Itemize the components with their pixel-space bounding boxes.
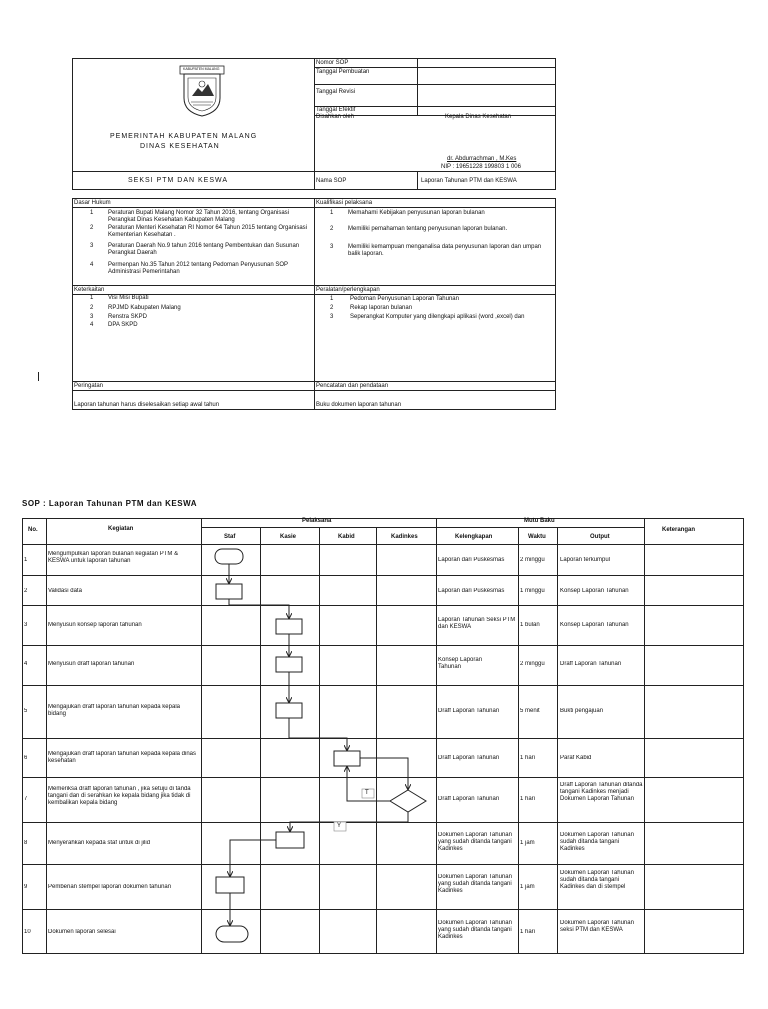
row-waktu: 1 jam bbox=[520, 840, 535, 846]
list-item: Visi Misi Bupati bbox=[108, 295, 149, 301]
row-no: 4 bbox=[24, 661, 28, 667]
row-kelengkapan: Dokumen Laporan Tahunan yang sudah ditanda tangani Kadinkes bbox=[438, 874, 512, 894]
row-output: Bukti pengajuan bbox=[560, 708, 604, 714]
list-item: RPJMD Kabupaten Malang bbox=[108, 305, 181, 311]
label-nama-sop: Nama SOP bbox=[316, 178, 347, 184]
list-item-num: 4 bbox=[90, 262, 94, 268]
col-header-waktu: Waktu bbox=[528, 534, 546, 540]
flow-step-draff bbox=[276, 657, 302, 672]
keterkaitan-title: Keterkaitan bbox=[74, 287, 105, 293]
row-output: Konsep Laporan Tahunan bbox=[560, 588, 629, 594]
row-output: Dokumen Laporan Tahunan sudah ditanda tangani Kadinkes dan di stempel bbox=[560, 870, 634, 890]
row-waktu: 1 bulan bbox=[520, 622, 540, 628]
col-header-keterangan: Keterangan bbox=[662, 527, 696, 533]
row-kegiatan: Menyerahkan kepada staf untuk di jilid bbox=[48, 840, 151, 846]
list-item: Memiliki pemahaman tentang penyusunan laporan bulanan. bbox=[348, 226, 508, 232]
row-waktu: 2 minggu bbox=[520, 661, 545, 667]
row-kegiatan: Menyusun draff laporan tahunan bbox=[48, 661, 135, 667]
peralatan-title: Peralatan/perlengkapan bbox=[316, 287, 380, 293]
col-header-mutu-baku: Mutu Baku bbox=[524, 518, 555, 524]
nama-sop-value: Laporan Tahunan PTM dan KESWA bbox=[421, 178, 517, 184]
flow-start-terminator bbox=[215, 549, 243, 564]
row-output: Draff Laporan Tahunan bbox=[560, 661, 622, 667]
row-no: 2 bbox=[24, 588, 28, 594]
list-item: Renstra SKPD bbox=[108, 314, 148, 320]
row-no: 3 bbox=[24, 622, 28, 628]
row-waktu: 1 hari bbox=[520, 755, 536, 761]
col-header-kegiatan: Kegiatan bbox=[108, 526, 134, 532]
row-no: 7 bbox=[24, 796, 28, 802]
list-item-num: 3 bbox=[90, 314, 94, 320]
row-no: 6 bbox=[24, 755, 28, 761]
row-kelengkapan: Laporan dari Puskesmas bbox=[438, 588, 505, 594]
row-kelengkapan: Dokumen Laporan Tahunan yang sudah ditanda tangani Kadinkes bbox=[438, 832, 512, 852]
row-waktu: 2 minggu bbox=[520, 557, 545, 563]
list-item: DPA SKPD bbox=[108, 322, 138, 328]
row-kegiatan: Memeriksa draff laporan tahunan , jika setuju di tanda tangani dan di serahkan ke kepala bidang jika tidak di kembalikan kepala bidang bbox=[48, 786, 191, 806]
label-tanggal-revisi: Tanggal Revisi bbox=[316, 89, 356, 95]
list-item-num: 2 bbox=[90, 225, 94, 231]
row-waktu: 1 hari bbox=[520, 929, 536, 935]
list-item: Memiliki kemampuan menganalisa data penyusunan laporan dan umpan balik laporan. bbox=[348, 244, 542, 257]
list-item: Memahami Kebijakan penyusunan laporan bulanan bbox=[348, 210, 485, 216]
label-nomor-sop: Nomor SOP bbox=[316, 60, 349, 66]
label-disahkan-oleh: Disahkan oleh bbox=[316, 114, 355, 120]
list-item-num: 3 bbox=[90, 243, 94, 249]
flow-step-validasi bbox=[216, 584, 242, 599]
row-kegiatan: Mengumpulkan laporan bulanan kegiatan PTM & KESWA untuk laporan tahunan bbox=[48, 551, 179, 564]
flow-step-ajukan-kadinkes bbox=[334, 751, 360, 766]
row-kegiatan: Dokumen laporan selesai bbox=[48, 929, 116, 935]
col-header-kabid: Kabid bbox=[338, 534, 355, 540]
list-item-num: 3 bbox=[330, 314, 334, 320]
col-header-kasie: Kasie bbox=[280, 534, 297, 540]
list-item-num: 3 bbox=[330, 244, 334, 250]
row-kelengkapan: Konsep Laporan Tahunan bbox=[438, 657, 483, 670]
list-item: Rekap laporan bulanan bbox=[350, 305, 413, 311]
row-kelengkapan: Dokumen Laporan Tahunan yang sudah ditanda tangani Kadinkes bbox=[438, 920, 512, 940]
row-output: Paraf Kabid bbox=[560, 755, 592, 761]
list-item-num: 4 bbox=[90, 322, 94, 328]
list-item-num: 1 bbox=[90, 210, 94, 216]
row-no: 10 bbox=[24, 929, 31, 935]
row-kegiatan: Mengajukan draff laporan tahunan kepada kepala dinas kesehatan bbox=[48, 751, 197, 764]
row-no: 1 bbox=[24, 557, 28, 563]
row-output: Dokumen Laporan Tahunan seksi PTM dan KESWA bbox=[560, 920, 634, 933]
list-item-num: 1 bbox=[330, 296, 334, 302]
col-header-staf: Staf bbox=[224, 534, 236, 540]
pencatatan-text: Buku dokumen laporan tahunan bbox=[316, 402, 402, 408]
flow-label-no: T bbox=[365, 790, 369, 796]
peringatan-title: Peringatan bbox=[74, 383, 104, 389]
flow-decision-periksa bbox=[390, 790, 426, 812]
section-name: SEKSI PTM DAN KESWA bbox=[128, 177, 229, 184]
row-waktu: 5 menit bbox=[520, 708, 540, 714]
row-kegiatan: Pemberian stempel laporan dokumen tahunan bbox=[48, 884, 172, 890]
row-output: Laporan terkumpul bbox=[560, 557, 611, 563]
department-name: DINAS KESEHATAN bbox=[140, 143, 220, 150]
row-kelengkapan: Draff Laporan Tahunan bbox=[438, 796, 500, 802]
row-kelengkapan: Draff Laporan Tahunan bbox=[438, 708, 500, 714]
list-item: Pedoman Penyusunan Laporan Tahunan bbox=[350, 296, 459, 302]
row-kegiatan: Validasi data bbox=[48, 588, 82, 594]
flow-label-yes: Y bbox=[337, 823, 342, 829]
list-item-num: 2 bbox=[90, 305, 94, 311]
institution-name: PEMERINTAH KABUPATEN MALANG bbox=[110, 133, 258, 140]
list-item: Peraturan Bupati Malang Nomor 32 Tahun 2016, tentang Organisasi Perangkat Dinas Kesehatan Kabupaten Malang bbox=[108, 210, 290, 223]
signer-name: dr. Abdurrachman , M.Kes bbox=[447, 156, 517, 162]
flow-step-serahkan bbox=[276, 832, 304, 848]
signer-nip: NIP : 19651228 199803 1 006 bbox=[441, 164, 521, 170]
label-tanggal-pembuatan: Tanggal Pembuatan bbox=[316, 69, 370, 75]
kepala-dinas: Kepala Dinas Kesehatan bbox=[445, 114, 512, 120]
logo-text: KABUPATEN MALANG bbox=[183, 67, 220, 71]
row-no: 8 bbox=[24, 840, 28, 846]
pencatatan-title: Pencatatan dan pendataan bbox=[316, 383, 389, 389]
flow-step-stempel bbox=[216, 877, 244, 893]
col-header-output: Output bbox=[590, 534, 610, 540]
row-kelengkapan: Draff Laporan Tahunan bbox=[438, 755, 500, 761]
row-kelengkapan: Laporan Tahunan Seksi PTM dan KESWA bbox=[438, 617, 516, 630]
flow-end-terminator bbox=[216, 926, 248, 942]
list-item: Peraturan Daerah No.9 tahun 2016 tentang Pembentukan dan Susunan Perangkat Daerah bbox=[108, 243, 300, 256]
row-output: Dokumen Laporan Tahunan sudah ditanda tangani Kadinkes bbox=[560, 832, 634, 852]
row-output: Konsep Laporan Tahunan bbox=[560, 622, 629, 628]
list-item: Seperangkat Komputer yang dilengkapi aplikasi (word ,excel) dan bbox=[350, 314, 525, 320]
flow-step-konsep bbox=[276, 619, 302, 634]
list-item-num: 1 bbox=[90, 295, 94, 301]
list-item-num: 1 bbox=[330, 210, 334, 216]
dasar-hukum-title: Dasar Hukum bbox=[74, 200, 111, 206]
flow-step-ajukan-kabid bbox=[276, 703, 302, 718]
row-kegiatan: Menyusun konsep laporan tahunan bbox=[48, 622, 142, 628]
col-header-no: No. bbox=[28, 527, 38, 533]
row-kelengkapan: Laporan dari Puskesmas bbox=[438, 557, 505, 563]
list-item-num: 2 bbox=[330, 226, 334, 232]
col-header-pelaksana: Pelaksana bbox=[302, 518, 332, 524]
kualifikasi-title: Kualifikasi pelaksana bbox=[316, 200, 373, 206]
row-waktu: 1 hari bbox=[520, 796, 536, 802]
sop-title: SOP : Laporan Tahunan PTM dan KESWA bbox=[22, 499, 197, 508]
row-waktu: 1 minggu bbox=[520, 588, 545, 594]
list-item: Peraturan Menteri Kesehatan RI Nomor 64 Tahun 2015 tentang Organisasi Kementerian Kesehatan . bbox=[108, 225, 308, 238]
row-output: Draff Laporan Tahunan ditanda tangani Kadinkes menjadi Dokumen Laporan Tahunan bbox=[560, 782, 643, 802]
row-no: 9 bbox=[24, 884, 28, 890]
label-tanggal-efektif: Tanggal Efektif bbox=[316, 107, 356, 113]
list-item: Permenpan No.35 Tahun 2012 tentang Pedoman Penyusunan SOP Administrasi Pemerintahan bbox=[108, 262, 288, 275]
row-no: 5 bbox=[24, 708, 28, 714]
peringatan-text: Laporan tahunan harus diselesaikan setiap awal tahun bbox=[74, 402, 220, 408]
list-item-num: 2 bbox=[330, 305, 334, 311]
row-waktu: 1 jam bbox=[520, 884, 535, 890]
row-kegiatan: Mengajukan draff laporan tahunan kepada kepala bidang bbox=[48, 704, 180, 717]
col-header-kelengkapan: Kelengkapan bbox=[455, 534, 493, 540]
col-header-kadinkes: Kadinkes bbox=[391, 534, 418, 540]
